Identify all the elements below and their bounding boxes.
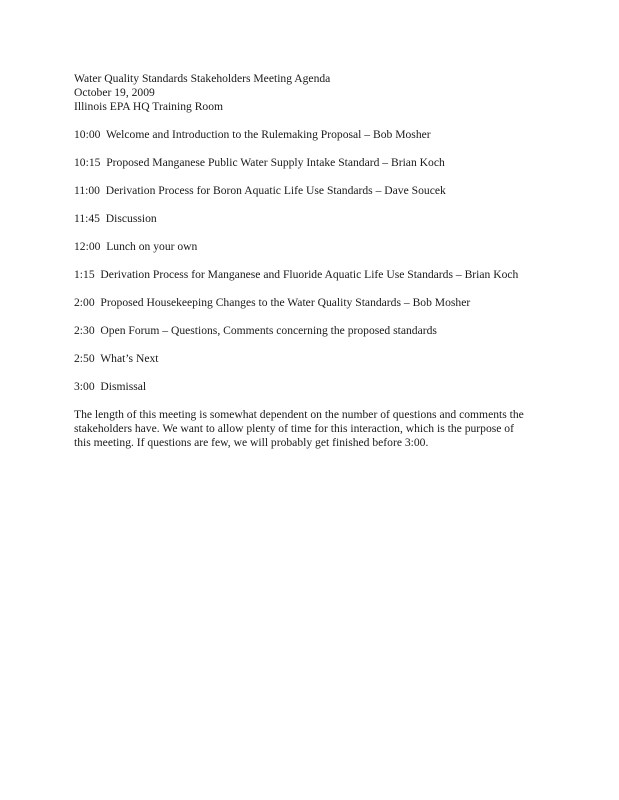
agenda-item <box>74 156 554 170</box>
agenda-document <box>74 72 554 450</box>
closing-line: The length of this meeting is somewhat dependent on the number of questions and comments the <box>74 408 524 421</box>
agenda-item <box>74 352 554 366</box>
agenda-text: Derivation Process for Manganese and Fluoride Aquatic Life Use Standards – Brian Koch <box>100 268 519 281</box>
agenda-text: Dismissal <box>100 380 147 393</box>
meeting-date: October 19, 2009 <box>74 86 155 99</box>
agenda-item <box>74 324 554 338</box>
agenda-time: 10:00 <box>74 128 101 141</box>
document-title: Water Quality Standards Stakeholders Meeting Agenda <box>74 72 331 85</box>
meeting-location: Illinois EPA HQ Training Room <box>74 100 224 113</box>
agenda-time: 2:50 <box>74 352 95 365</box>
closing-paragraph <box>74 408 548 450</box>
agenda-item <box>74 380 554 394</box>
closing-line: stakeholders have. We want to allow plenty of time for this interaction, which is the purpose of <box>74 422 514 435</box>
agenda-time: 11:00 <box>74 184 100 197</box>
agenda-text: Proposed Manganese Public Water Supply Intake Standard – Brian Koch <box>106 156 445 169</box>
agenda-time: 12:00 <box>74 240 101 253</box>
agenda-time: 1:15 <box>74 268 95 281</box>
agenda-text: What’s Next <box>100 352 159 365</box>
agenda-text: Proposed Housekeeping Changes to the Water Quality Standards – Bob Mosher <box>100 296 471 309</box>
agenda-header <box>74 72 554 114</box>
agenda-item <box>74 268 554 282</box>
agenda-time: 11:45 <box>74 212 100 225</box>
agenda-text: Open Forum – Questions, Comments concerning the proposed standards <box>100 324 437 337</box>
agenda-text: Welcome and Introduction to the Rulemaking Proposal – Bob Mosher <box>106 128 431 141</box>
agenda-time: 3:00 <box>74 380 95 393</box>
agenda-time: 2:00 <box>74 296 95 309</box>
agenda-list <box>74 128 554 394</box>
agenda-text: Discussion <box>105 212 157 225</box>
agenda-item <box>74 184 554 198</box>
agenda-item <box>74 240 554 254</box>
agenda-item <box>74 296 554 310</box>
agenda-text: Derivation Process for Boron Aquatic Life Use Standards – Dave Soucek <box>105 184 446 197</box>
agenda-time: 10:15 <box>74 156 101 169</box>
agenda-item <box>74 212 554 226</box>
closing-line: this meeting. If questions are few, we will probably get finished before 3:00. <box>74 436 429 449</box>
agenda-time: 2:30 <box>74 324 95 337</box>
agenda-item <box>74 128 554 142</box>
agenda-text: Lunch on your own <box>106 240 198 253</box>
